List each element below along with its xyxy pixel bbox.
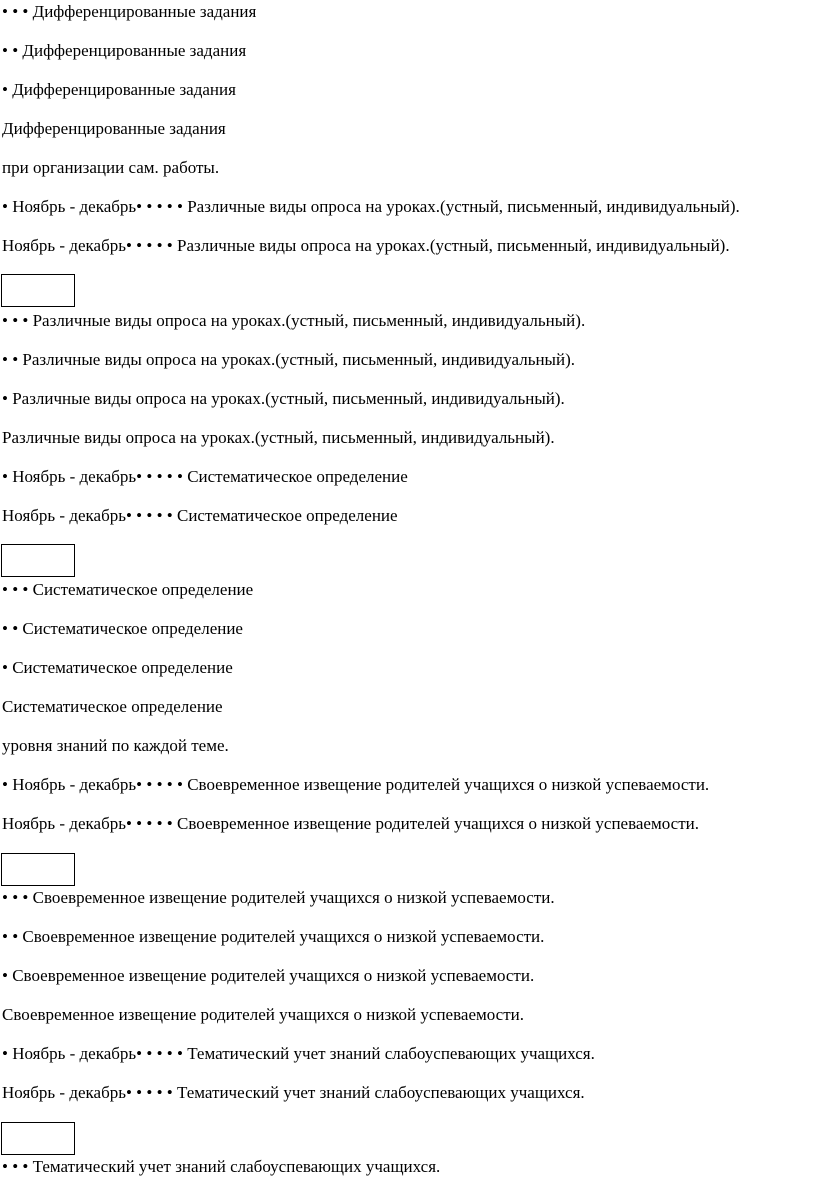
text-line: • Различные виды опроса на уроках.(устный, письменный, индивидуальный). [2, 389, 565, 408]
text-line: при организации сам. работы. [2, 158, 220, 177]
empty-table-cell [1, 544, 75, 577]
text-line: Своевременное извещение родителей учащихся о низкой успеваемости. [2, 1005, 524, 1024]
empty-table-cell [1, 1122, 75, 1155]
text-line: • • • Дифференцированные задания [2, 2, 257, 21]
text-line: • • Своевременное извещение родителей учащихся о низкой успеваемости. [2, 927, 545, 946]
empty-table-cell [1, 274, 75, 307]
text-line: • • Систематическое определение [2, 619, 243, 638]
text-line: • • Различные виды опроса на уроках.(устный, письменный, индивидуальный). [2, 350, 575, 369]
text-line: Систематическое определение [2, 697, 223, 716]
text-line: Ноябрь - декабрь• • • • • Различные виды опроса на уроках.(устный, письменный, индивидуальный). [2, 236, 730, 255]
text-line: • Ноябрь - декабрь• • • • • Своевременное извещение родителей учащихся о низкой успеваемости. [2, 775, 710, 794]
text-line: Ноябрь - декабрь• • • • • Тематический учет знаний слабоуспевающих учащихся. [2, 1083, 585, 1102]
empty-table-cell [1, 853, 75, 886]
text-line: • • • Своевременное извещение родителей учащихся о низкой успеваемости. [2, 888, 555, 907]
text-line: Ноябрь - декабрь• • • • • Систематическое определение [2, 506, 398, 525]
text-line: • • • Различные виды опроса на уроках.(устный, письменный, индивидуальный). [2, 311, 586, 330]
text-line: • Ноябрь - декабрь• • • • • Тематический учет знаний слабоуспевающих учащихся. [2, 1044, 595, 1063]
text-line: уровня знаний по каждой теме. [2, 736, 229, 755]
text-line: Дифференцированные задания [2, 119, 226, 138]
text-line: • • • Систематическое определение [2, 580, 254, 599]
text-line: • • • Тематический учет знаний слабоуспевающих учащихся. [2, 1157, 441, 1176]
text-line: • Дифференцированные задания [2, 80, 236, 99]
text-line: • Систематическое определение [2, 658, 233, 677]
text-line: • Ноябрь - декабрь• • • • • Различные виды опроса на уроках.(устный, письменный, индивидуальный). [2, 197, 740, 216]
text-line: Различные виды опроса на уроках.(устный, письменный, индивидуальный). [2, 428, 555, 447]
text-line: • Своевременное извещение родителей учащихся о низкой успеваемости. [2, 966, 535, 985]
text-line: • • Дифференцированные задания [2, 41, 247, 60]
text-line: Ноябрь - декабрь• • • • • Своевременное извещение родителей учащихся о низкой успеваемости. [2, 814, 699, 833]
text-line: • Ноябрь - декабрь• • • • • Систематическое определение [2, 467, 408, 486]
